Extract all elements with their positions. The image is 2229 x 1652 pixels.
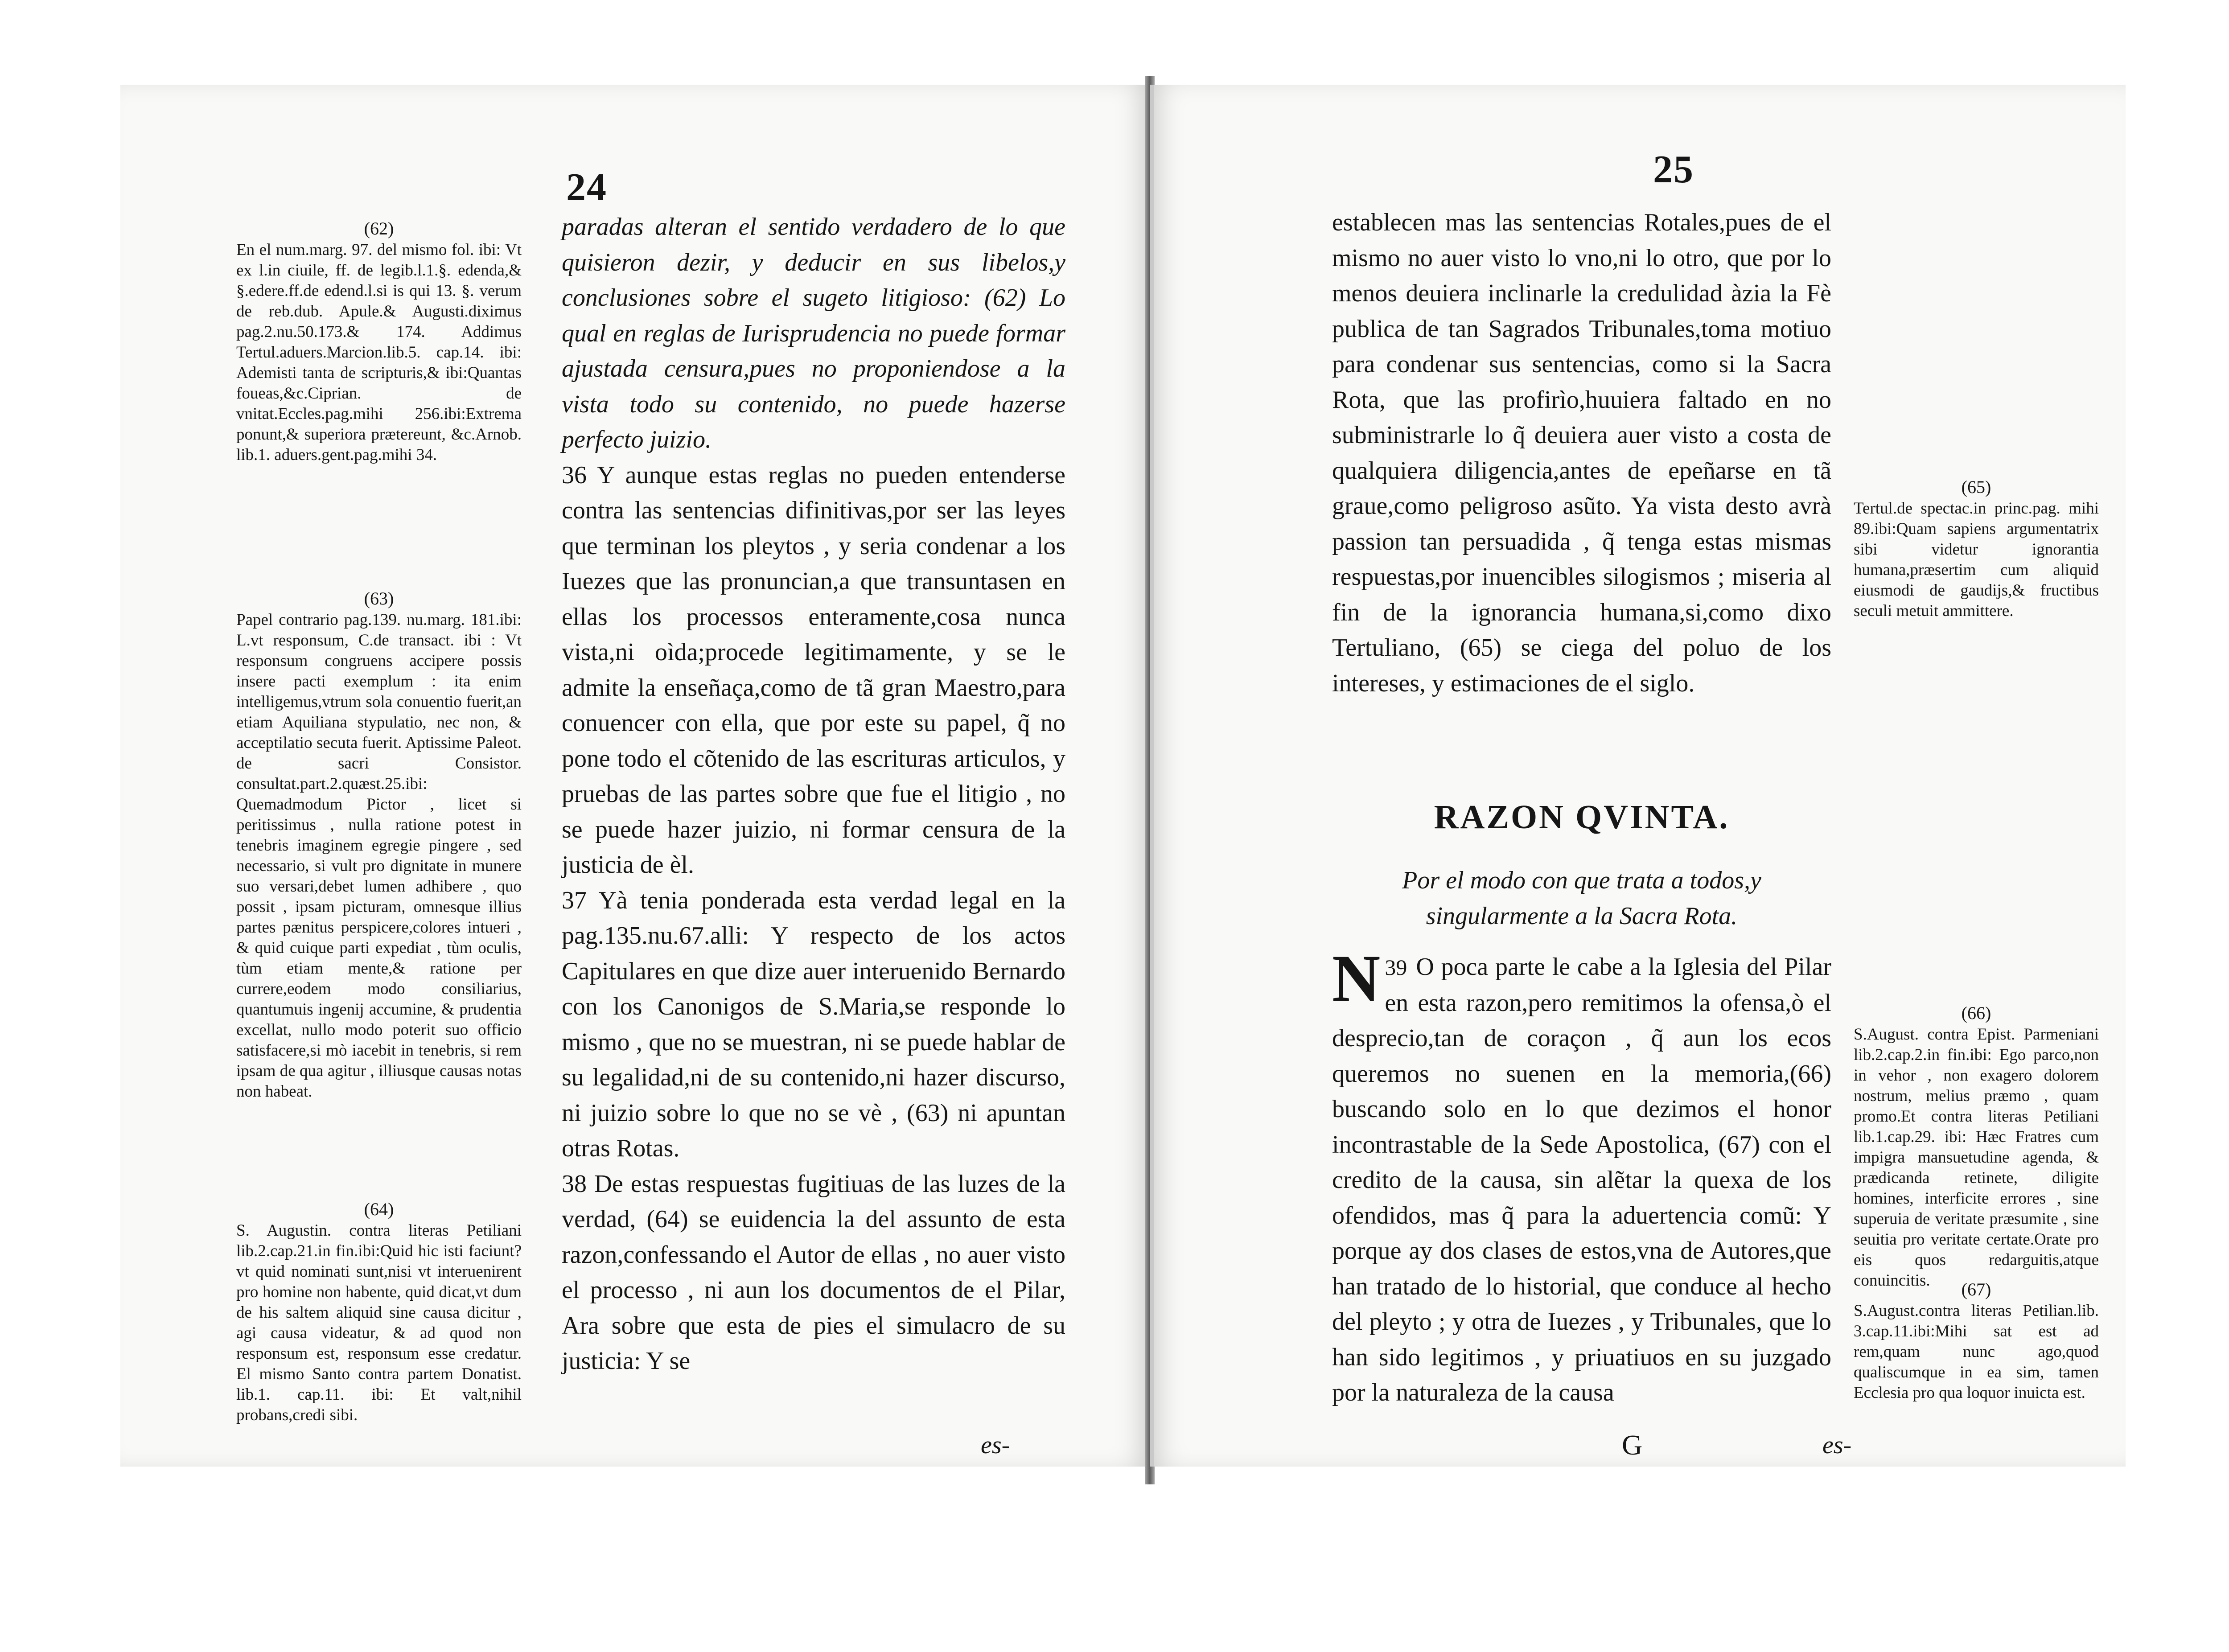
right-note-66 [1854,1003,2099,1291]
right-note-67 [1854,1279,2099,1403]
note-text: S.August. contra Epist. Parmeniani lib.2.cap.2.in fin.ibi: Ego parco,non in vehor , non exagero dolorem nostrum, melius præmo , quam promo.Et contra literas Petiliani lib.1.cap.29. ibi: Hæc Fratres cum impigra mansuetudine agenda, & prædicanda retinete, diligite homines, interficite errores , sine superuia de veritate præsumite , sine seuitia pro veritate certate.Orate pro eis quos redarguitis,atque conuincitis. [1854,1025,2099,1290]
note-number: (62) [364,218,394,238]
note-number: (64) [364,1199,394,1219]
left-main-column [562,210,1065,1379]
note-text: Papel contrario pag.139. nu.marg. 181.ibi: L.vt responsum, C.de transact. ibi : Vt responsum congruens accipere possis insere pacti exemplum : ita enim intelligemus,vtrum sola conuentio fuerit,an etiam Aquiliana stypulatio, nec non, & acceptilatio secuta fuerit. Aptissime Paleot. de sacri Consistor. consultat.part.2.quæst.25.ibi: Quemadmodum Pictor , licet si peritissimus , nulla ratione potest in tenebris imaginem egregie pingere , sed necessario, si vult pro dignitate in munere suo versari,debet lumen adhibere , quo possit , ipsam picturam, omnesque illius partes pænitus perspicere,colores intueri , & quid cuique parti expediat , tùm oculis, tùm etiam mente,& ratione per currere,eodem modo consiliarius, quantumuis ingenij accumine, & prudentia excellat, nullo modo poterit suo officio satisfacere,si mò iacebit in tenebris, si rem ipsam de qua agitur , illiusque causas notas non habeat. [236,611,522,1101]
note-text: S.August.contra literas Petilian.lib. 3.cap.11.ibi:Mihi sat est ad rem,quam nunc ago,quod qualiscumque in ea sim, tamen Ecclesia pro qua loquor inuicta est. [1854,1302,2099,1402]
paragraph: 37 Yà tenia ponderada esta verdad legal en la pag.135.nu.67.alli: Y respecto de los actos Capitulares en que dize auer interuenido Bernardo con los Canonigos de S.Maria,se responde lo mismo , que no se muestran, ni se puede hablar de su legalidad,ni de su contenido,ni hazer discurso, ni juizio sobre lo que no se vè , (63) ni apuntan otras Rotas. [562,886,1065,1162]
note-number: (63) [364,588,394,608]
right-main-column-top [1332,205,1831,701]
paragraph: paradas alteran el sentido verdadero de lo que quisieron dezir, y deducir en sus libelos,y conclusiones sobre el sugeto litigioso: (62) Lo qual en reglas de Iurisprudencia no puede formar ajustada censura,pues no proponiendose a la vista todo su contenido, no puede hazerse perfecto juizio. [562,213,1065,453]
right-catchword: es- [1822,1431,1852,1459]
note-text: En el num.marg. 97. del mismo fol. ibi: Vt ex l.in ciuile, ff. de legib.l.1.§. edenda,& §.edere.ff.de edend.l.si is qui 13. §. verum de reb.dub. Apule.& Augusti.diximus pag.2.nu.50.173.& 174. Addimus Tertul.aduers.Marcion.lib.5. cap.14. ibi: Ademisti tanta de scripturis,& ibi:Quantas foueas,&c.Ciprian. de vnitat.Eccles.pag.mihi 256.ibi:Extrema ponunt,& superiora prætereunt, &c.Arnob. lib.1. aduers.gent.pag.mihi 34. [236,241,522,464]
paragraph [1332,941,1831,1411]
left-catchword: es- [981,1431,1010,1459]
note-text: Tertul.de spectac.in princ.pag. mihi 89.ibi:Quam sapiens argumentatrix sibi videtur ignorantia humana,præsertim cum aliquid eiusmodi de gaudijs,& fructibus seculi metuit ammittere. [1854,499,2099,620]
left-page-number: 24 [566,166,607,209]
book-spread [120,85,2122,1467]
paragraph-text: O poca parte le cabe a la Iglesia del Pilar en esta razon,pero remitimos la ofensa,ò el desprecio,tan de coraçon , q̃ aun los ecos queremos no suenen en la memoria,(66) buscando solo en lo que dezimos el honor incontrastable de la Sede Apostolica, (67) con el credito de la causa, sin alẽtar la quexa de los ofendidos, mas q̃ para la aduertencia comũ: Y porque ay dos clases de estos,vna de Autores,que han tratado de lo historial, que conduce al hecho del pleyto ; y otra de Iuezes , y Tribunales, que lo han sido legitimos , y priuatiuos en su juzgado por la naturaleza de la causa [1332,953,1831,1406]
drop-cap: N [1332,941,1381,1015]
paragraph-number: 39 [1385,955,1407,980]
paragraph: 38 De estas respuestas fugitiuas de las luzes de la verdad, (64) se euidencia la del assunto de esta razon,confessando el Autor de ellas , no auer visto el processo , ni aun los documentos de el Pilar, Ara sobre que esta de pies el simulacro de su justicia: Y se [562,1170,1065,1375]
section-heading: RAZON QVINTA. [1434,798,1730,836]
note-number: (65) [1961,477,1991,497]
note-number: (66) [1961,1003,1991,1023]
left-note-63 [236,588,522,1102]
left-note-64 [236,1199,522,1426]
section-subheading: Por el modo con que trata a todos,y singularmente a la Sacra Rota. [1402,867,1761,930]
paragraph: 36 Y aunque estas reglas no pueden entenderse contra las sentencias difinitivas,por ser las leyes que terminan los pleytos , y seria condenar a los Iuezes que las pronuncian,a que transuntasen en ellas los processos enteramente,cosa nunca vista,ni oìda;procede legitimamente, y se le admite la enseñaça,como de tã gran Maestro,para conuencer con ella, que por este su papel, q̃ no pone todo el cõtenido de las escrituras articulos, y pruebas de las partes sobre que fue el litigio , no se puede hazer juizio, ni formar censura de la justicia de èl. [562,461,1065,879]
paragraph: establecen mas las sentencias Rotales,pues de el mismo no auer visto lo vno,ni lo otro, que por lo menos deuiera inclinarle la credulidad àzia la Fè publica de tan Sagrados Tribunales,toma motiuo para condenar sus sentencias, como si la Sacra Rota, que las profirìo,huuiera faltado en no subministrarle lo q̃ deuiera auer visto a costa de qualquiera diligencia,antes de epeñarse en tã graue,como peligroso asũto. Ya vista desto avrà passion tan persuadida , q̃ tenga estas mismas respuestas,por inuencibles silogismos ; miseria al fin de la ignorancia humana,si,como dixo Tertuliano, (65) se ciega del poluo de los intereses, y estimaciones de el siglo. [1332,209,1831,697]
right-page-number: 25 [1653,148,1694,191]
left-page [120,85,1149,1467]
left-note-62 [236,218,522,465]
right-main-column-bottom [1332,941,1831,1411]
note-text: S. Augustin. contra literas Petiliani lib.2.cap.21.in fin.ibi:Quid hic isti faciunt? vt quid nominati sunt,nisi vt interuenirent pro homine non habente, quid dicat,vt dum de his saltem aliquid sine causa dicitur , agi causa videatur, & ad quod non responsum est, responsum esse credatur. El mismo Santo contra partem Donatist. lib.1. cap.11. ibi: Et valt,nihil probans,credi sibi. [236,1221,522,1424]
signature-mark: G [1622,1429,1643,1461]
note-number: (67) [1961,1279,1991,1299]
right-page [1150,85,2126,1467]
right-note-65 [1854,477,2099,621]
